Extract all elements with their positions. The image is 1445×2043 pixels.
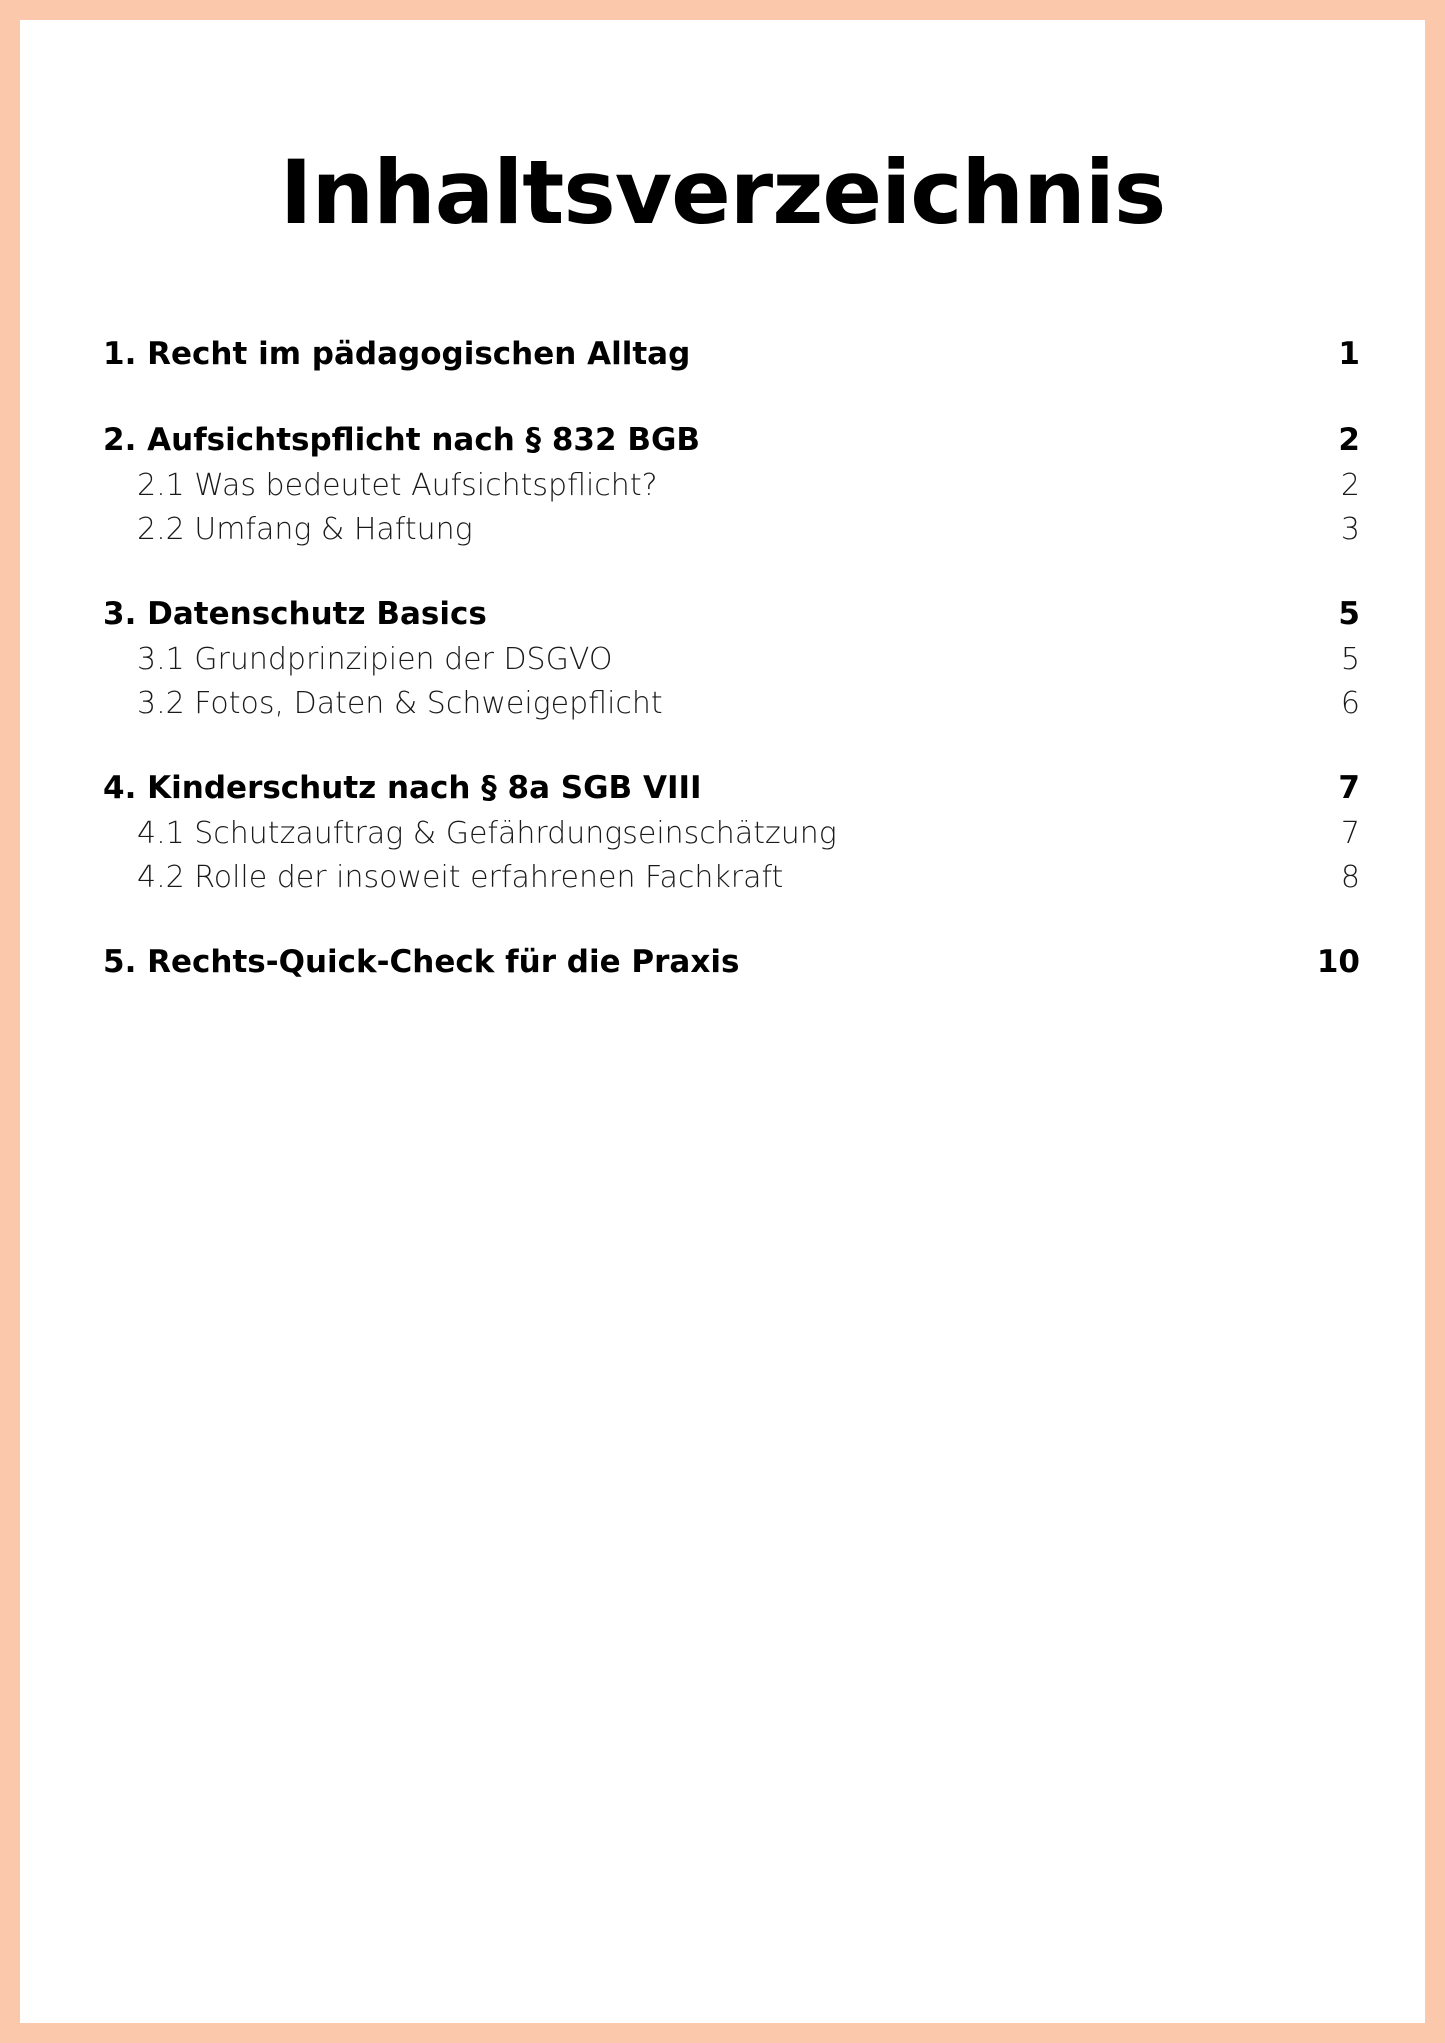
- toc-entry[interactable]: [103, 764, 1360, 812]
- toc-subentry-page: 8: [1340, 860, 1360, 895]
- toc-section-5: [103, 938, 1360, 986]
- toc-subentry[interactable]: [103, 812, 1360, 856]
- toc-entry-label: 3. Datenschutz Basics: [103, 596, 487, 632]
- toc-entry-page: 2: [1338, 422, 1360, 458]
- toc-entry[interactable]: [103, 590, 1360, 638]
- toc-subentry-page: 5: [1340, 642, 1360, 677]
- toc-subentry-page: 2: [1340, 468, 1360, 503]
- toc-entry-page: 10: [1316, 944, 1360, 980]
- document-page: [20, 20, 1425, 2023]
- toc-entry-label: 1. Recht im pädagogischen Alltag: [103, 336, 691, 372]
- page-title: Inhaltsverzeichnis: [279, 141, 1166, 244]
- toc-entry-page: 7: [1338, 770, 1360, 806]
- toc-subentry-label: 2.1 Was bedeutet Aufsichtspflicht?: [137, 468, 658, 503]
- toc-section-4: [103, 764, 1360, 900]
- toc-subentry[interactable]: [103, 508, 1360, 552]
- toc-entry-label: 4. Kinderschutz nach § 8a SGB VIII: [103, 770, 702, 806]
- toc-entry-label: 5. Rechts-Quick-Check für die Praxis: [103, 944, 740, 980]
- table-of-contents: [103, 330, 1360, 1024]
- toc-subentry-page: 6: [1340, 686, 1360, 721]
- toc-section-2: [103, 416, 1360, 552]
- toc-subentry-label: 2.2 Umfang & Haftung: [137, 512, 473, 547]
- toc-subentry-label: 4.2 Rolle der insoweit erfahrenen Fachkraft: [137, 860, 784, 895]
- toc-entry[interactable]: [103, 416, 1360, 464]
- toc-subentry-page: 3: [1340, 512, 1360, 547]
- toc-entry[interactable]: [103, 330, 1360, 378]
- toc-subentry[interactable]: [103, 682, 1360, 726]
- toc-subentry-label: 4.1 Schutzauftrag & Gefährdungseinschätzung: [137, 816, 837, 851]
- toc-section-1: [103, 330, 1360, 378]
- toc-subentry[interactable]: [103, 464, 1360, 508]
- toc-subentry[interactable]: [103, 638, 1360, 682]
- toc-subentry-label: 3.2 Fotos, Daten & Schweigepflicht: [137, 686, 663, 721]
- toc-entry-label: 2. Aufsichtspflicht nach § 832 BGB: [103, 422, 701, 458]
- toc-subentry-page: 7: [1340, 816, 1360, 851]
- toc-subentry-label: 3.1 Grundprinzipien der DSGVO: [137, 642, 613, 677]
- toc-subentry[interactable]: [103, 856, 1360, 900]
- toc-entry-page: 1: [1338, 336, 1360, 372]
- toc-entry[interactable]: [103, 938, 1360, 986]
- toc-section-3: [103, 590, 1360, 726]
- toc-entry-page: 5: [1338, 596, 1360, 632]
